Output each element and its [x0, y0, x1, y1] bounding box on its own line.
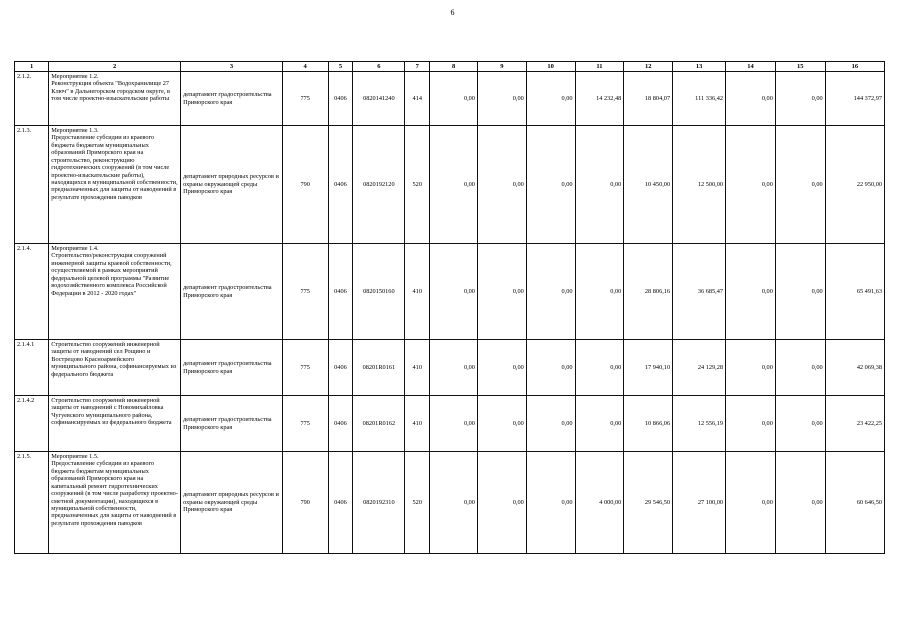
row-col-6: 0820141240	[353, 72, 405, 126]
column-header-11: 11	[575, 62, 624, 72]
column-header-4: 4	[282, 62, 328, 72]
row-col-5: 0406	[328, 396, 353, 452]
row-col-8: 0,00	[430, 452, 478, 554]
row-col-5: 0406	[328, 340, 353, 396]
column-header-9: 9	[477, 62, 526, 72]
header-row	[15, 62, 885, 72]
row-col-15: 0,00	[775, 126, 825, 244]
row-col-15: 0,00	[775, 396, 825, 452]
column-header-6: 6	[353, 62, 405, 72]
row-col-12: 18 804,07	[624, 72, 673, 126]
row-col-7: 520	[405, 452, 430, 554]
row-col-12: 29 546,50	[624, 452, 673, 554]
row-col-4: 790	[282, 452, 328, 554]
row-col-16: 22 950,00	[825, 126, 884, 244]
column-header-5: 5	[328, 62, 353, 72]
row-col-4: 775	[282, 340, 328, 396]
row-col-9: 0,00	[477, 72, 526, 126]
row-col-11: 0,00	[575, 126, 624, 244]
row-col-9: 0,00	[477, 244, 526, 340]
column-header-14: 14	[726, 62, 776, 72]
row-col-10: 0,00	[526, 452, 575, 554]
row-col-8: 0,00	[430, 126, 478, 244]
row-col-14: 0,00	[726, 396, 776, 452]
row-col-16: 65 491,63	[825, 244, 884, 340]
row-col-9: 0,00	[477, 452, 526, 554]
row-col-15: 0,00	[775, 72, 825, 126]
row-col-15: 0,00	[775, 244, 825, 340]
column-header-12: 12	[624, 62, 673, 72]
row-code: 2.1.5.	[15, 452, 49, 554]
row-col-16: 23 422,25	[825, 396, 884, 452]
column-header-16: 16	[825, 62, 884, 72]
row-name: Строительство сооружений инженерной защиты от наводнений с Новомихайловка Чугуевского муниципального района, софинансируемых из федерального бюджета	[49, 396, 181, 452]
row-col-8: 0,00	[430, 396, 478, 452]
row-col-7: 414	[405, 72, 430, 126]
table-row	[15, 340, 885, 396]
table-row	[15, 126, 885, 244]
column-header-13: 13	[673, 62, 726, 72]
row-col-11: 4 000,00	[575, 452, 624, 554]
row-code: 2.1.4.1	[15, 340, 49, 396]
row-col-6: 0820150160	[353, 244, 405, 340]
row-department: департамент градостроительства Приморского края	[181, 396, 283, 452]
row-col-7: 520	[405, 126, 430, 244]
row-col-13: 12 556,19	[673, 396, 726, 452]
row-code: 2.1.3.	[15, 126, 49, 244]
row-col-8: 0,00	[430, 72, 478, 126]
row-col-6: 0820192310	[353, 452, 405, 554]
row-department: департамент градостроительства Приморского края	[181, 340, 283, 396]
row-col-14: 0,00	[726, 340, 776, 396]
row-department: департамент природных ресурсов и охраны окружающей среды Приморского края	[181, 452, 283, 554]
row-col-4: 775	[282, 72, 328, 126]
budget-table	[14, 61, 885, 554]
row-col-8: 0,00	[430, 340, 478, 396]
row-col-5: 0406	[328, 244, 353, 340]
row-col-16: 60 646,50	[825, 452, 884, 554]
row-col-4: 775	[282, 244, 328, 340]
row-department: департамент природных ресурсов и охраны окружающей среды Приморского края	[181, 126, 283, 244]
table-row	[15, 396, 885, 452]
row-code: 2.1.4.	[15, 244, 49, 340]
table-row	[15, 72, 885, 126]
row-col-14: 0,00	[726, 452, 776, 554]
row-col-9: 0,00	[477, 126, 526, 244]
row-code: 2.1.2.	[15, 72, 49, 126]
row-col-5: 0406	[328, 126, 353, 244]
row-col-12: 10 450,00	[624, 126, 673, 244]
row-col-13: 12 500,00	[673, 126, 726, 244]
row-col-7: 410	[405, 396, 430, 452]
row-col-13: 36 685,47	[673, 244, 726, 340]
row-col-9: 0,00	[477, 340, 526, 396]
row-col-11: 0,00	[575, 244, 624, 340]
row-col-7: 410	[405, 244, 430, 340]
column-header-10: 10	[526, 62, 575, 72]
column-header-1: 1	[15, 62, 49, 72]
table-row	[15, 452, 885, 554]
row-name: Мероприятие 1.3. Предоставление субсидии из краевого бюджета бюджетам муниципальных образований Приморского края на строительство, реконструкцию гидротехнических сооружений (в том числе проектно-изыскательские работы), находящихся в муниципальной собственности, предназначенных для защиты от наводнений в результате прохождения паводков	[49, 126, 181, 244]
row-col-5: 0406	[328, 72, 353, 126]
row-col-6: 08201R0162	[353, 396, 405, 452]
row-col-8: 0,00	[430, 244, 478, 340]
row-col-11: 0,00	[575, 396, 624, 452]
column-header-3: 3	[181, 62, 283, 72]
row-col-6: 0820192120	[353, 126, 405, 244]
column-header-2: 2	[49, 62, 181, 72]
column-header-8: 8	[430, 62, 478, 72]
row-col-10: 0,00	[526, 396, 575, 452]
row-col-9: 0,00	[477, 396, 526, 452]
row-col-12: 17 940,10	[624, 340, 673, 396]
row-code: 2.1.4.2	[15, 396, 49, 452]
row-col-10: 0,00	[526, 244, 575, 340]
row-col-12: 28 806,16	[624, 244, 673, 340]
row-name: Мероприятие 1.2. Реконструкция объекта "Водохранилище 27 Ключ" в Дальнегорском городском округе, в том числе проектно-изыскательские работы	[49, 72, 181, 126]
row-col-10: 0,00	[526, 340, 575, 396]
table-row	[15, 244, 885, 340]
row-col-10: 0,00	[526, 126, 575, 244]
table-body	[15, 72, 885, 554]
row-col-11: 0,00	[575, 340, 624, 396]
row-col-4: 775	[282, 396, 328, 452]
row-department: департамент градостроительства Приморского края	[181, 72, 283, 126]
row-col-14: 0,00	[726, 126, 776, 244]
row-col-4: 790	[282, 126, 328, 244]
page-number: 6	[450, 8, 455, 17]
row-name: Мероприятие 1.4. Строительство/реконструкция сооружений инженерной защиты краевой собственности, осуществляемой в рамках мероприятий федеральной целевой программы "Развитие водохозяйственного комплекса Российской Федерации в 2012 - 2020 годах"	[49, 244, 181, 340]
row-col-15: 0,00	[775, 340, 825, 396]
row-col-16: 42 069,38	[825, 340, 884, 396]
column-header-7: 7	[405, 62, 430, 72]
row-col-11: 14 232,48	[575, 72, 624, 126]
row-col-14: 0,00	[726, 72, 776, 126]
row-col-10: 0,00	[526, 72, 575, 126]
column-header-15: 15	[775, 62, 825, 72]
row-department: департамент градостроительства Приморского края	[181, 244, 283, 340]
row-col-7: 410	[405, 340, 430, 396]
row-col-13: 111 336,42	[673, 72, 726, 126]
row-col-14: 0,00	[726, 244, 776, 340]
row-col-5: 0406	[328, 452, 353, 554]
row-name: Мероприятие 1.5. Предоставление субсидии из краевого бюджета бюджетам муниципальных образований Приморского края на капитальный ремонт гидротехнических сооружений (в том числе разработку проектно-сметной документации), находящихся в муниципальной собственности, предназначенных для защиты от наводнений в результате прохождения паводков	[49, 452, 181, 554]
row-col-16: 144 372,97	[825, 72, 884, 126]
row-col-12: 10 866,06	[624, 396, 673, 452]
row-col-13: 24 129,28	[673, 340, 726, 396]
row-col-15: 0,00	[775, 452, 825, 554]
row-col-6: 08201R0161	[353, 340, 405, 396]
row-col-13: 27 100,00	[673, 452, 726, 554]
row-name: Строительство сооружений инженерной защиты от наводнений сел Рощино и Вострецово Красноармейского муниципального района, софинансируемых из федерального бюджета	[49, 340, 181, 396]
